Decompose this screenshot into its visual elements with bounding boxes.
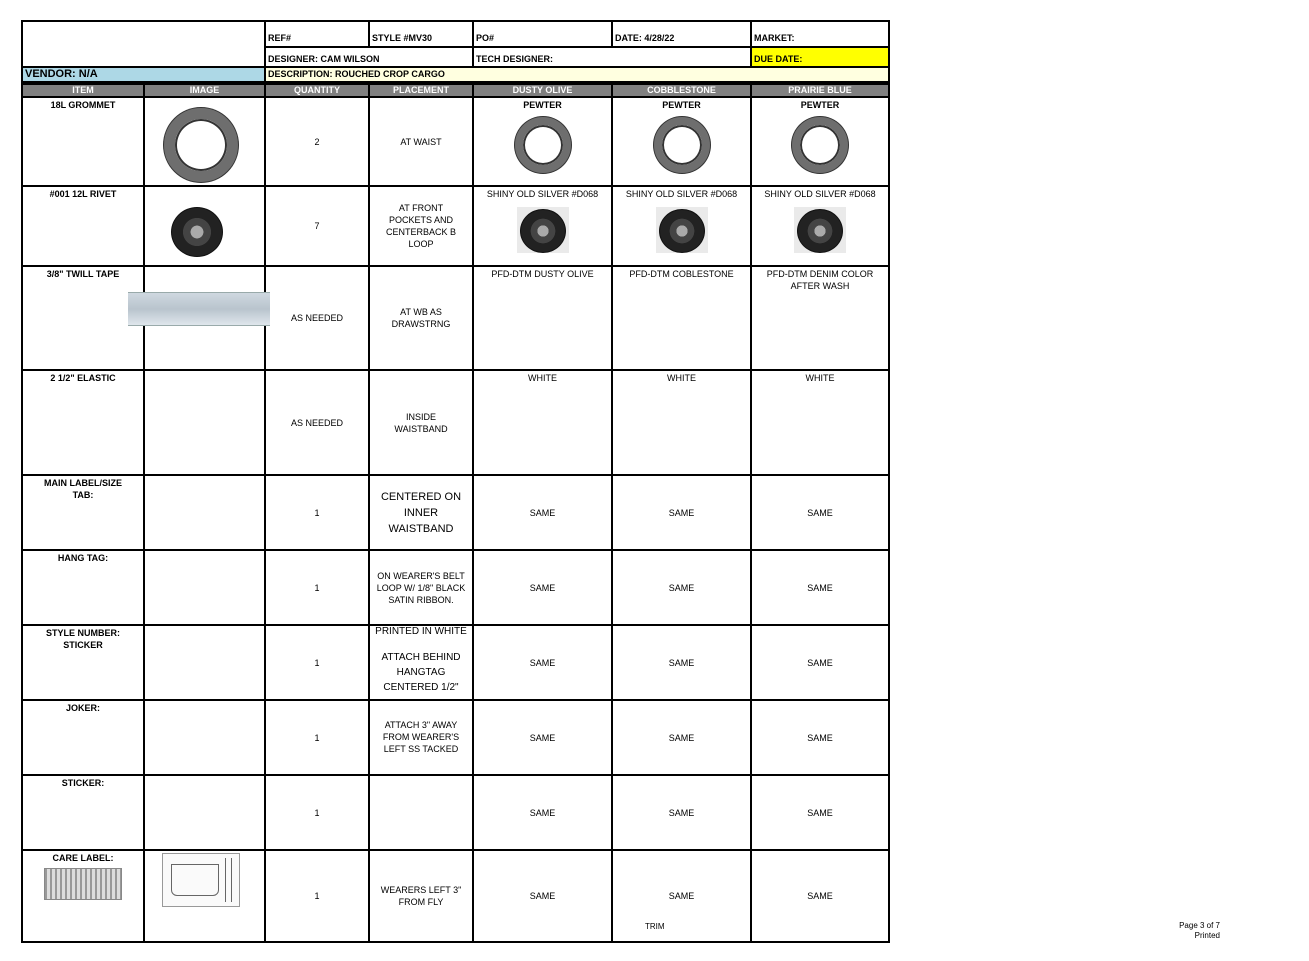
item-text: STYLE NUMBER: STICKER <box>46 628 120 650</box>
col-image: IMAGE <box>144 84 265 97</box>
color-cell: SAME <box>473 550 612 625</box>
color-value: SHINY OLD SILVER #D068 <box>625 189 738 199</box>
placement-text: WEARERS LEFT 3" FROM FLY <box>380 885 462 907</box>
table-row <box>22 97 889 186</box>
col-quantity: QUANTITY <box>265 84 369 97</box>
grommet-image <box>515 117 571 173</box>
col-placement: PLACEMENT <box>369 84 473 97</box>
image-cell <box>144 550 265 625</box>
quantity-cell: 1 <box>265 625 369 700</box>
item-text: CARE LABEL: <box>52 853 114 863</box>
spec-sheet <box>21 20 888 943</box>
quantity-cell: AS NEEDED <box>265 266 369 370</box>
rivet-image <box>520 209 566 253</box>
color-cell: SAME <box>751 775 889 850</box>
tech-designer-label: TECH DESIGNER: <box>473 47 751 67</box>
header-table <box>21 20 890 83</box>
color-cell: SAME <box>612 700 751 775</box>
item-text: MAIN LABEL/SIZE TAB: <box>44 478 122 500</box>
page-label: Page 3 of 7 <box>1179 921 1220 930</box>
item-cell <box>22 475 144 550</box>
item-cell: 3/8" TWILL TAPE <box>22 266 144 370</box>
item-cell <box>22 625 144 700</box>
item-cell: #001 12L RIVET <box>22 186 144 266</box>
color-cell: SAME <box>751 850 889 942</box>
care-label-image <box>44 868 122 900</box>
col-color3: PRAIRIE BLUE <box>751 84 889 97</box>
printed-label: Printed <box>1194 931 1220 940</box>
image-cell <box>144 700 265 775</box>
color-value: PFD-DTM DENIM COLOR AFTER WASH <box>766 269 874 291</box>
placement-line: CENTERED 1/2" <box>383 682 459 693</box>
color-cell: SAME <box>473 850 612 942</box>
image-cell <box>144 775 265 850</box>
image-cell <box>144 186 265 266</box>
quantity-cell: AS NEEDED <box>265 370 369 475</box>
item-cell <box>22 850 144 942</box>
color-cell: PFD-DTM COBLESTONE <box>612 266 751 370</box>
color-cell: SAME <box>612 475 751 550</box>
quantity-cell: 1 <box>265 475 369 550</box>
placement-cell <box>369 850 473 942</box>
style-label: STYLE #MV30 <box>369 21 473 47</box>
image-cell <box>144 266 265 370</box>
color-value: SHINY OLD SILVER #D068 <box>486 189 599 199</box>
item-cell: STICKER: <box>22 775 144 850</box>
column-header-row <box>22 84 889 97</box>
placement-cell <box>369 475 473 550</box>
due-date-label: DUE DATE: <box>751 47 889 67</box>
designer-label: DESIGNER: CAM WILSON <box>265 47 473 67</box>
placement-cell <box>369 266 473 370</box>
quantity-cell: 7 <box>265 186 369 266</box>
color-cell <box>473 186 612 266</box>
placement-line: PRINTED IN WHITE <box>375 626 467 637</box>
color-cell <box>612 850 751 942</box>
logo-area <box>22 21 265 67</box>
image-cell <box>144 625 265 700</box>
table-row <box>22 625 889 700</box>
color-cell: WHITE <box>751 370 889 475</box>
col-color2: COBBLESTONE <box>612 84 751 97</box>
color-cell <box>751 97 889 186</box>
placement-cell <box>369 775 473 850</box>
rivet-image <box>797 209 843 253</box>
color-cell: WHITE <box>612 370 751 475</box>
date-label: DATE: 4/28/22 <box>612 21 751 47</box>
grommet-image <box>654 117 710 173</box>
care-label-diagram <box>162 853 240 907</box>
color-cell <box>612 186 751 266</box>
placement-line: ATTACH BEHIND <box>381 652 461 663</box>
item-cell: JOKER: <box>22 700 144 775</box>
rivet-image <box>659 209 705 253</box>
color-value: SHINY OLD SILVER #D068 <box>764 189 876 199</box>
item-cell: HANG TAG: <box>22 550 144 625</box>
color-value: PEWTER <box>800 100 840 110</box>
placement-cell: AT WAIST <box>369 97 473 186</box>
quantity-cell: 2 <box>265 97 369 186</box>
trim-table <box>21 83 890 943</box>
table-row <box>22 186 889 266</box>
table-row <box>22 266 889 370</box>
table-row <box>22 775 889 850</box>
color-cell <box>612 97 751 186</box>
item-cell: 18L GROMMET <box>22 97 144 186</box>
color-cell: PFD-DTM DUSTY OLIVE <box>473 266 612 370</box>
color-cell: SAME <box>751 625 889 700</box>
table-row <box>22 550 889 625</box>
table-row <box>22 850 889 942</box>
col-item: ITEM <box>22 84 144 97</box>
placement-text: CENTERED ON INNER WAISTBAND <box>380 490 462 535</box>
quantity-cell: 1 <box>265 850 369 942</box>
color-cell: SAME <box>612 625 751 700</box>
twill-tape-image <box>128 292 270 326</box>
quantity-cell: 1 <box>265 700 369 775</box>
grommet-image <box>164 108 238 182</box>
color-cell: SAME <box>612 550 751 625</box>
color-cell: WHITE <box>473 370 612 475</box>
placement-cell <box>369 186 473 266</box>
quantity-cell: 1 <box>265 775 369 850</box>
color-value: PEWTER <box>662 100 701 110</box>
color-cell: SAME <box>473 700 612 775</box>
color-value: SAME <box>668 891 695 901</box>
col-color1: DUSTY OLIVE <box>473 84 612 97</box>
placement-text: INSIDE WAISTBAND <box>394 411 448 434</box>
image-cell <box>144 850 265 942</box>
vendor-label: VENDOR: N/A <box>22 67 265 82</box>
image-cell <box>144 475 265 550</box>
placement-text: ON WEARER'S BELT LOOP W/ 1/8" BLACK SATIN RIBBON. <box>376 570 466 605</box>
color-cell: SAME <box>751 700 889 775</box>
placement-cell <box>369 625 473 700</box>
placement-cell <box>369 550 473 625</box>
color-cell: SAME <box>751 550 889 625</box>
color-cell: SAME <box>751 475 889 550</box>
table-row <box>22 475 889 550</box>
description-label: DESCRIPTION: ROUCHED CROP CARGO <box>265 67 889 82</box>
placement-text: AT FRONT POCKETS AND CENTERBACK B LOOP <box>385 203 456 249</box>
color-cell: SAME <box>473 775 612 850</box>
image-cell <box>144 370 265 475</box>
color-cell <box>751 266 889 370</box>
grommet-image <box>792 117 848 173</box>
placement-cell <box>369 370 473 475</box>
quantity-cell: 1 <box>265 550 369 625</box>
placement-cell <box>369 700 473 775</box>
ref-label: REF# <box>265 21 369 47</box>
color-cell <box>473 97 612 186</box>
color-value: PEWTER <box>523 100 562 110</box>
color-cell: SAME <box>612 775 751 850</box>
placement-line: HANGTAG <box>396 667 446 678</box>
trim-note: TRIM <box>645 922 665 931</box>
placement-text: AT WB AS DRAWSTRNG <box>391 307 451 329</box>
item-cell: 2 1/2" ELASTIC <box>22 370 144 475</box>
market-label: MARKET: <box>751 21 889 47</box>
rivet-image <box>171 207 223 257</box>
po-label: PO# <box>473 21 612 47</box>
table-row <box>22 700 889 775</box>
color-cell: SAME <box>473 625 612 700</box>
table-row <box>22 370 889 475</box>
placement-text: ATTACH 3" AWAY FROM WEARER'S LEFT SS TACKED <box>382 720 460 754</box>
image-cell <box>144 97 265 186</box>
color-cell: SAME <box>473 475 612 550</box>
page-number <box>1160 921 1220 941</box>
color-cell <box>751 186 889 266</box>
